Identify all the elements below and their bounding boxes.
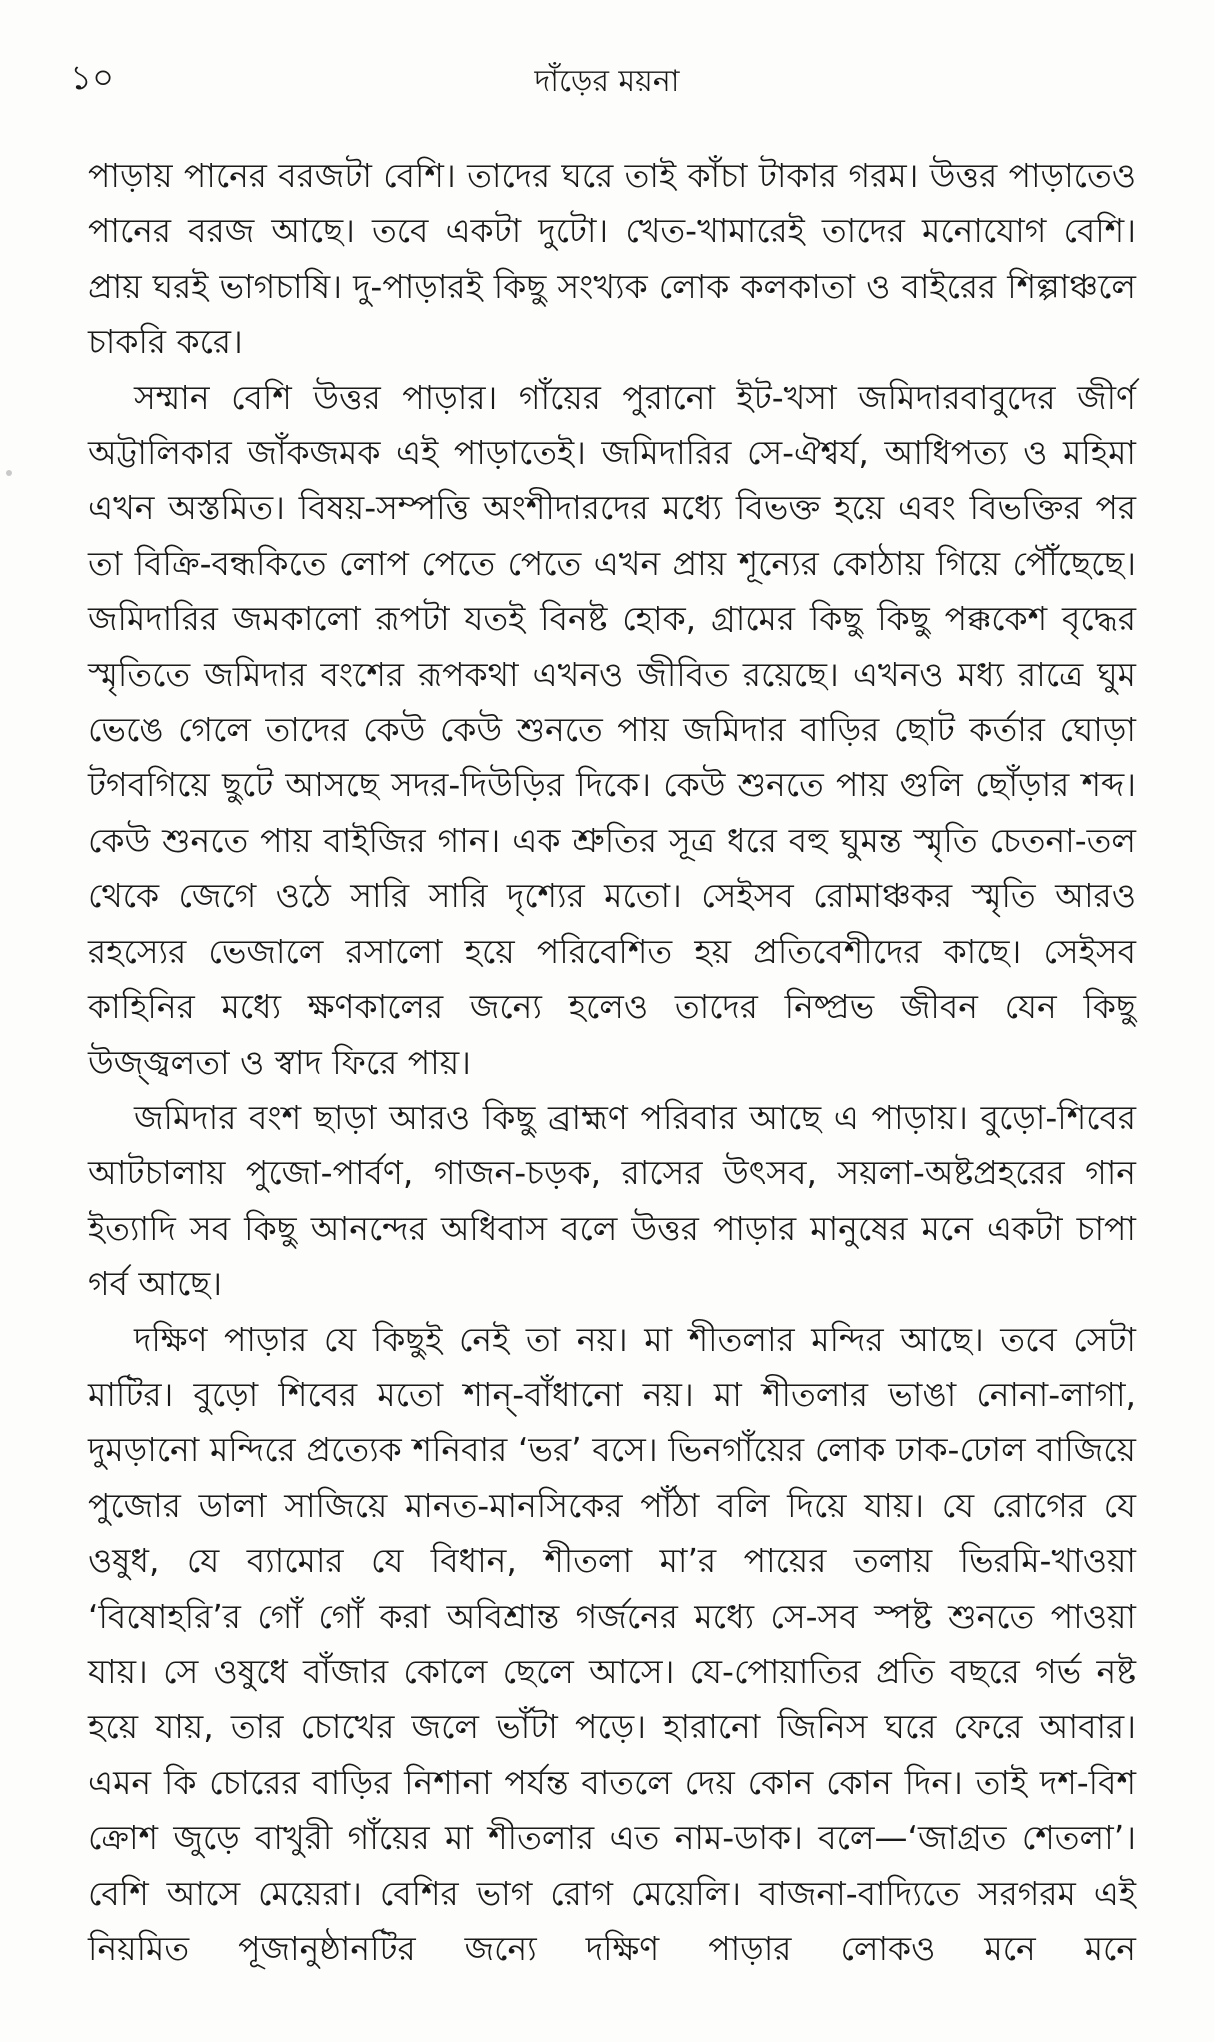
paragraph-4: দক্ষিণ পাড়ার যে কিছুই নেই তা নয়। মা শীতলার মন্দির আছে। তবে সেটা মাটির। বুড়ো শিবের মতো শান্-বাঁধানো নয়। মা শীতলার ভাঙা নোনা-লাগা, দুমড়ানো মন্দিরে প্রত্যেক শনিবার ‘ভর’ বসে। ভিনগাঁয়ের লোক ঢাক-ঢোল বাজিয়ে পুজোর ডালা সাজিয়ে মানত-মানসিকের পাঁঠা বলি দিয়ে যায়। যে রোগের যে ওষুধ, যে ব্যামোর যে বিধান, শীতলা মা’র পায়ের তলায় ভিরমি-খাওয়া ‘বিষোহরি’র গোঁ গোঁ করা অবিশ্রান্ত গর্জনের মধ্যে সে-সব স্পষ্ট শুনতে পাওয়া যায়। সে ওষুধে বাঁজার কোলে ছেলে আসে। যে-পোয়াতির প্রতি বছরে গর্ভ নষ্ট হয়ে যায়, তার চোখের জলে ভাঁটা পড়ে। হারানো জিনিস ঘরে ফেরে আবার। এমন কি চোরের বাড়ির নিশানা পর্যন্ত বাতলে দেয় কোন কোন দিন। তাই দশ-বিশ ক্রোশ জুড়ে বাখুরী গাঁয়ের মা শীতলার এত নাম-ডাক। বলে—‘জাগ্রত শেতলা’। বেশি আসে মেয়েরা। বেশির ভাগ রোগ মেয়েলি। বাজনা-বাদ্যিতে সরগরম এই নিয়মিত পূজানুষ্ঠানটির জন্যে দক্ষিণ পাড়ার লোকও মনে মনে — [88, 1319, 1136, 1968]
body-text — [88, 148, 1136, 1976]
paragraph-3: জমিদার বংশ ছাড়া আরও কিছু ব্রাহ্মণ পরিবার আছে এ পাড়ায়। বুড়ো-শিবের আটচালায় পুজো-পার্বণ, গাজন-চড়ক, রাসের উৎসব, সয়লা-অষ্টপ্রহরের গান ইত্যাদি সব কিছু আনন্দের অধিবাস বলে উত্তর পাড়ার মানুষের মনে একটা চাপা গর্ব আছে। — [88, 1097, 1136, 1304]
paragraph-2: সম্মান বেশি উত্তর পাড়ার। গাঁয়ের পুরানো ইট-খসা জমিদারবাবুদের জীর্ণ অট্টালিকার জাঁকজমক এই পাড়াতেই। জমিদারির সে-ঐশ্বর্য, আধিপত্য ও মহিমা এখন অস্তমিত। বিষয়-সম্পত্তি অংশীদারদের মধ্যে বিভক্ত হয়ে এবং বিভক্তির পর তা বিক্রি-বন্ধকিতে লোপ পেতে পেতে এখন প্রায় শূন্যের কোঠায় গিয়ে পৌঁছেছে। জমিদারির জমকালো রূপটা যতই বিনষ্ট হোক, গ্রামের কিছু কিছু পক্ককেশ বৃদ্ধের স্মৃতিতে জমিদার বংশের রূপকথা এখনও জীবিত রয়েছে। এখনও মধ্য রাত্রে ঘুম ভেঙে গেলে তাদের কেউ কেউ শুনতে পায় জমিদার বাড়ির ছোট কর্তার ঘোড়া টগবগিয়ে ছুটে আসছে সদর-দিউড়ির দিকে। কেউ শুনতে পায় গুলি ছোঁড়ার শব্দ। কেউ শুনতে পায় বাইজির গান। এক শ্রুতির সূত্র ধরে বহু ঘুমন্ত স্মৃতি চেতনা-তল থেকে জেগে ওঠে সারি সারি দৃশ্যের মতো। সেইসব রোমাঞ্চকর স্মৃতি আরও রহস্যের ভেজালে রসালো হয়ে পরিবেশিত হয় প্রতিবেশীদের কাছে। সেইসব কাহিনির মধ্যে ক্ষণকালের জন্যে হলেও তাদের নিষ্প্রভ জীবন যেন কিছু উজ্জ্বলতা ও স্বাদ ফিরে পায়। — [88, 377, 1136, 1082]
paragraph-1: পাড়ায় পানের বরজটা বেশি। তাদের ঘরে তাই কাঁচা টাকার গরম। উত্তর পাড়াতেও পানের বরজ আছে। তবে একটা দুটো। খেত-খামারেই তাদের মনোযোগ বেশি। প্রায় ঘরই ভাগচাষি। দু-পাড়ারই কিছু সংখ্যক লোক কলকাতা ও বাইরের শিল্পাঞ্চলে চাকরি করে। — [88, 156, 1136, 362]
running-title: দাঁড়ের ময়না — [534, 64, 680, 99]
scan-speck — [6, 470, 12, 476]
page-number: ১০ — [70, 58, 115, 98]
